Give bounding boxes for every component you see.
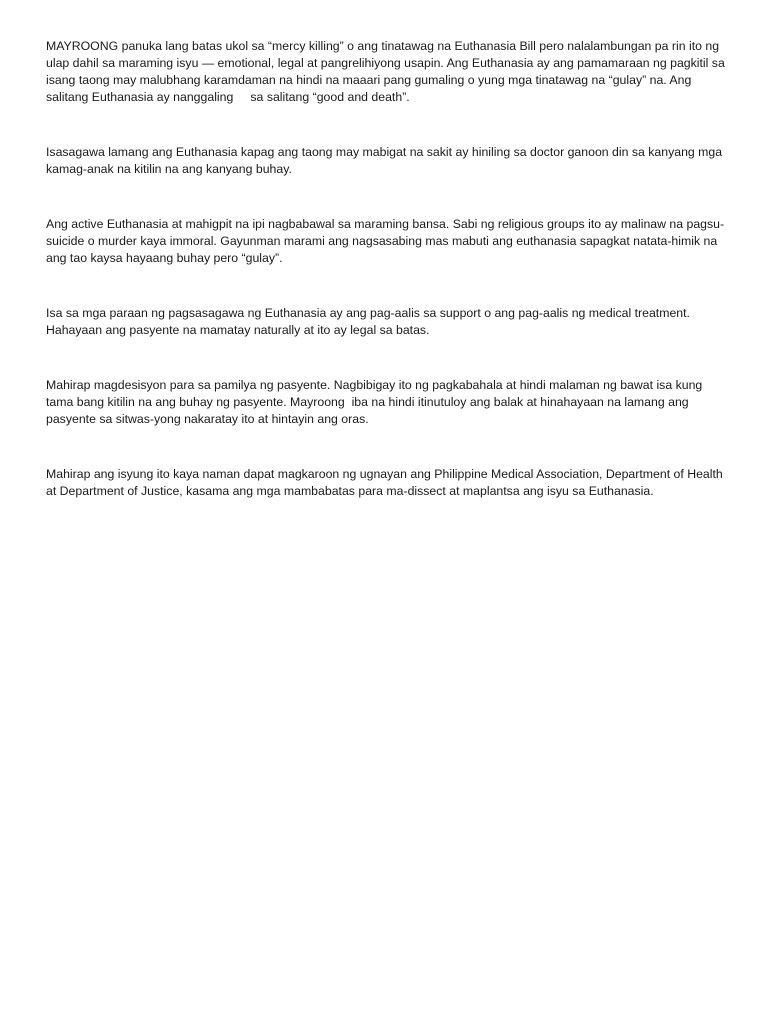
paragraph-6: Mahirap ang isyung ito kaya naman dapat magkaroon ng ugnayan ang Philippine Medical Association, Department of Health at Department of Justice, kasama ang mga mambabatas para ma-dissect at maplantsa ang isyu sa Euthanasia. — [46, 467, 727, 498]
paragraph-3: Ang active Euthanasia at mahigpit na ipi nagbabawal sa maraming bansa. Sabi ng religious groups ito ay malinaw na pagsu-suicide o murder kaya immoral. Gayunman marami ang nagsasabing mas mabuti ang euthanasia sapagkat natata-himik na ang tao kaysa hayaang buhay pero “gulay”. — [46, 217, 725, 265]
paragraph-2: Isasagawa lamang ang Euthanasia kapag ang taong may mabigat na sakit ay hiniling sa doctor ganoon din sa kanyang mga kamag-anak na kitilin na ang kanyang buhay. — [46, 145, 726, 176]
paragraph-1: MAYROONG panuka lang batas ukol sa “mercy killing” o ang tinatawag na Euthanasia Bill pero nalalambungan pa rin ito ng ulap dahil sa maraming isyu — emotional, legal at pangrelihiyong usapin. Ang Euthanasia ay ang pamamaraan ng pagkitil sa isang taong may malubhang karamdaman na hindi na maaari pang gumaling o yung mga tinatawag na “gulay” na. Ang salitang Euthanasia ay nanggaling sa salitang “good and death”. — [46, 39, 729, 104]
paragraph-4: Isa sa mga paraan ng pagsasagawa ng Euthanasia ay ang pag-aalis sa support o ang pag-aalis ng medical treatment. Hahayaan ang pasyente na mamatay naturally at ito ay legal sa batas. — [46, 306, 694, 337]
document-body — [46, 38, 729, 538]
paragraph-5: Mahirap magdesisyon para sa pamilya ng pasyente. Nagbibigay ito ng pagkabahala at hindi malaman ng bawat isa kung tama bang kitilin na ang buhay ng pasyente. Mayroong iba na hindi itinutuloy ang balak at hinahayaan na lamang ang pasyente sa sitwas-yong nakaratay ito at hintayin ang oras. — [46, 378, 706, 426]
